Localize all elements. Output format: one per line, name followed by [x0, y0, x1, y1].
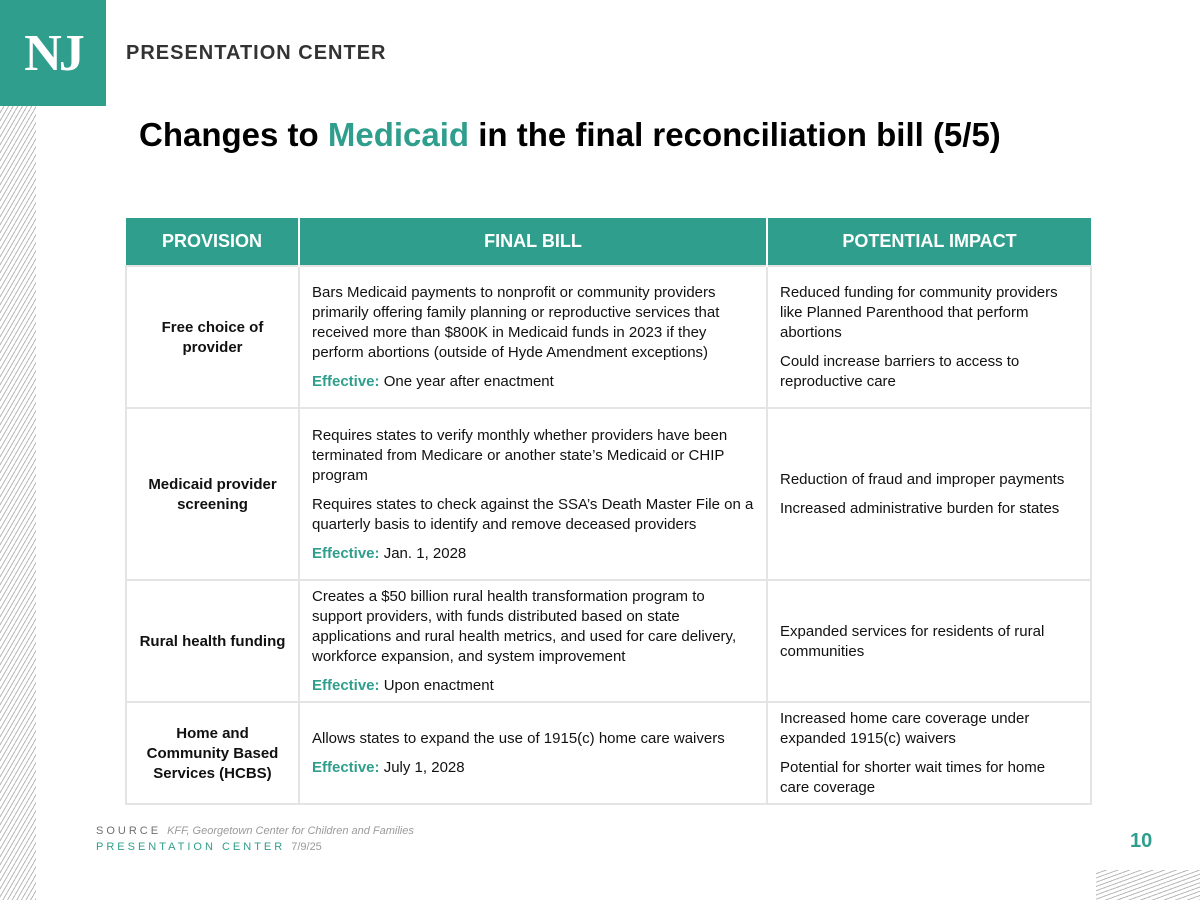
table-row [126, 580, 1091, 702]
impact-text: Reduced funding for community providers like Planned Parenthood that perform abortions [780, 284, 1058, 341]
provision-cell: Home and Community Based Services (HCBS) [126, 702, 299, 804]
potential-impact-cell [767, 266, 1091, 408]
brand-name: PRESENTATION CENTER [126, 42, 387, 64]
impact-text: Increased administrative burden for states [780, 500, 1060, 517]
source-line [96, 823, 414, 839]
effective-value: One year after enactment [383, 373, 554, 390]
decorative-stripes-bottom-right [1096, 870, 1200, 900]
column-header-provision: PROVISION [126, 218, 299, 266]
source-footer [96, 823, 414, 855]
title-highlight: Medicaid [327, 116, 470, 153]
impact-text: Increased home care coverage under expanded 1915(c) waivers [780, 710, 1030, 747]
final-bill-cell [299, 266, 767, 408]
presentation-center-label: PRESENTATION CENTER [96, 841, 286, 853]
table-header-row [126, 218, 1091, 266]
effective-label: Effective: [312, 373, 380, 390]
effective-label: Effective: [312, 677, 380, 694]
effective-label: Effective: [312, 759, 380, 776]
effective-value: Upon enactment [383, 677, 494, 694]
presentation-center-line [96, 839, 414, 855]
final-bill-cell [299, 580, 767, 702]
decorative-stripes-left [0, 106, 36, 900]
table-row [126, 702, 1091, 804]
title-prefix: Changes to [139, 116, 328, 153]
footer-date: 7/9/25 [291, 841, 322, 853]
final-bill-text: Creates a $50 billion rural health transformation program to support providers, with funds distributed based on state applications and rural health metrics, and used for care delivery, workforce expansion, and system improvement [312, 588, 737, 665]
impact-text: Could increase barriers to access to reproductive care [780, 353, 1020, 390]
provision-cell: Rural health funding [126, 580, 299, 702]
provision-cell: Medicaid provider screening [126, 408, 299, 580]
final-bill-cell [299, 702, 767, 804]
effective-line [312, 544, 754, 564]
final-bill-text: Allows states to expand the use of 1915(c) home care waivers [312, 730, 725, 747]
final-bill-text: Requires states to verify monthly whether providers have been terminated from Medicare or another state’s Medicaid or CHIP program [312, 426, 728, 484]
potential-impact-cell [767, 702, 1091, 804]
effective-value: Jan. 1, 2028 [383, 544, 467, 562]
final-bill-text: Bars Medicaid payments to nonprofit or community providers primarily offering family planning or reproductive services that received more than $800K in Medicaid funds in 2023 if they perform abortions (outside of Hyde Amendment exceptions) [312, 284, 720, 361]
page-number: 10 [1130, 830, 1153, 852]
final-bill-cell [299, 408, 767, 580]
column-header-potential-impact: POTENTIAL IMPACT [767, 218, 1091, 266]
effective-value: July 1, 2028 [383, 759, 465, 776]
impact-text: Potential for shorter wait times for home care coverage [780, 759, 1046, 796]
impact-text: Reduction of fraud and improper payments [780, 471, 1065, 488]
effective-line [312, 676, 754, 696]
provisions-table [125, 218, 1092, 805]
potential-impact-cell [767, 408, 1091, 580]
effective-line [312, 372, 754, 392]
column-header-final-bill: FINAL BILL [299, 218, 767, 266]
source-text: KFF, Georgetown Center for Children and Families [167, 825, 414, 837]
slide-title [139, 116, 1099, 154]
effective-label: Effective: [312, 544, 380, 562]
impact-text: Expanded services for residents of rural communities [780, 622, 1045, 660]
provision-cell: Free choice of provider [126, 266, 299, 408]
nj-logo: NJ [0, 0, 106, 106]
table-row [126, 266, 1091, 408]
potential-impact-cell [767, 580, 1091, 702]
effective-line [312, 758, 754, 778]
final-bill-text: Requires states to check against the SSA’s Death Master File on a quarterly basis to identify and remove deceased providers [312, 495, 754, 533]
source-label: SOURCE [96, 825, 162, 837]
table-row [126, 408, 1091, 580]
title-suffix: in the final reconciliation bill (5/5) [469, 116, 1001, 153]
